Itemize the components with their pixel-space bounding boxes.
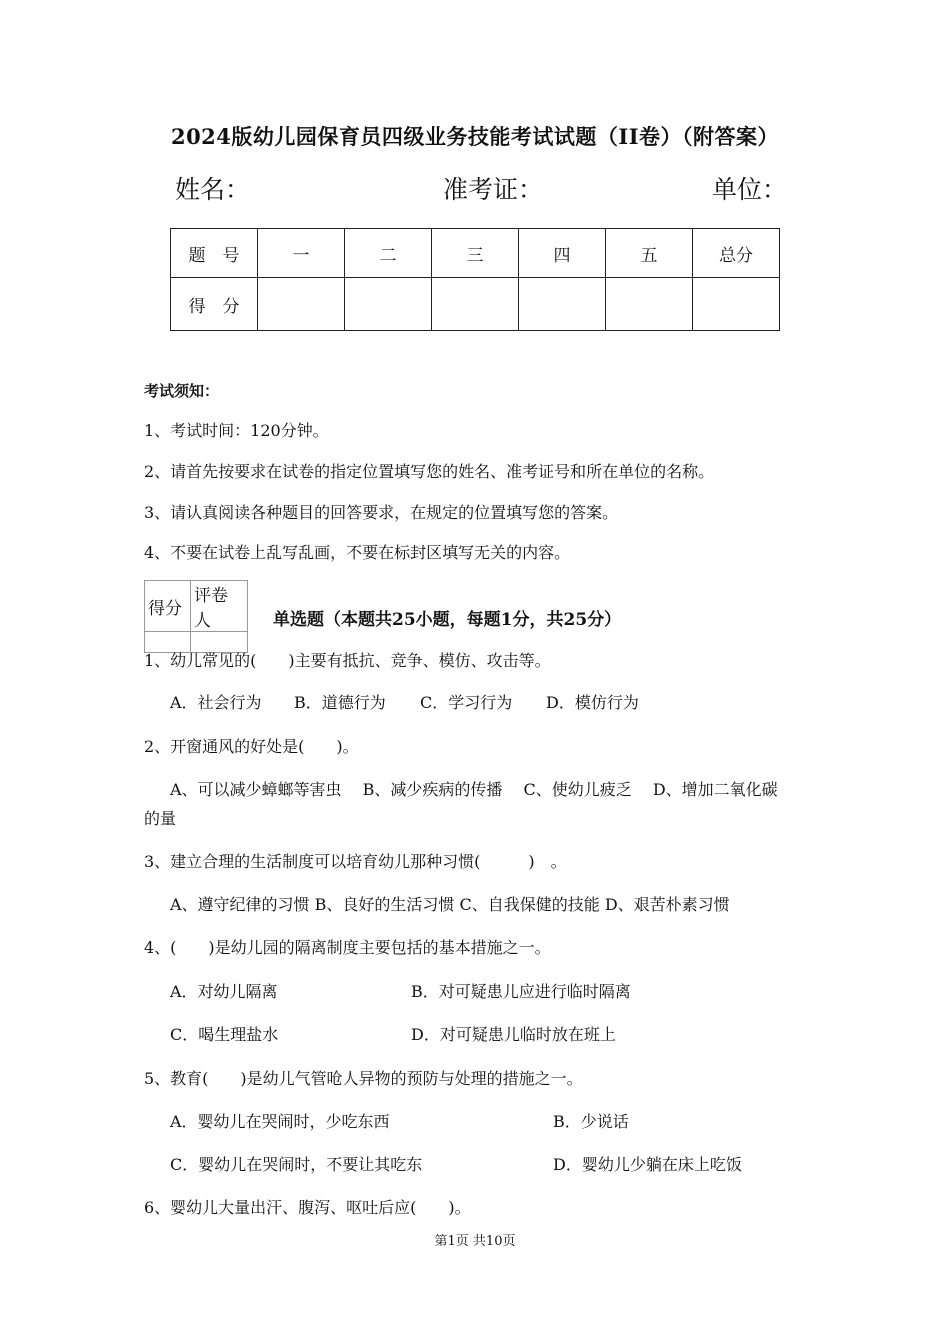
score-table-header-row [171, 229, 780, 278]
score-table-header: 三 [432, 229, 519, 278]
score-table-header: 五 [606, 229, 693, 278]
note-item: 4、不要在试卷上乱写乱画，不要在标封区填写无关的内容。 [144, 543, 571, 562]
question-stem: 1、幼儿常见的( )主要有抵抗、竞争、模仿、攻击等。 [144, 651, 551, 670]
question-stem: 5、教育( )是幼儿气管呛人异物的预防与处理的措施之一。 [144, 1069, 583, 1088]
question-option: B．道德行为 [294, 693, 386, 712]
question-option: D．模仿行为 [546, 693, 639, 712]
score-cell [432, 278, 519, 331]
question-option: C．喝生理盐水 [170, 1025, 279, 1044]
score-table-header: 二 [345, 229, 432, 278]
question-option: D．对可疑患儿临时放在班上 [411, 1025, 616, 1044]
score-table-header: 一 [258, 229, 345, 278]
question-option: A．社会行为 [170, 693, 262, 712]
question-option: C．婴幼儿在哭闹时，不要让其吃东 [170, 1155, 423, 1174]
score-cell [519, 278, 606, 331]
question-option: B．对可疑患儿应进行临时隔离 [411, 982, 631, 1001]
score-table-header: 总分 [693, 229, 780, 278]
score-table-header: 四 [519, 229, 606, 278]
question-options-line: A、遵守纪律的习惯 B、良好的生活习惯 C、自我保健的技能 D、艰苦朴素习惯 [170, 895, 730, 914]
question-stem: 6、婴幼儿大量出汗、腹泻、呕吐后应( )。 [144, 1198, 471, 1217]
score-table-score-row [171, 278, 780, 331]
unit-field-label: 单位： [712, 175, 788, 204]
section-title: 单选题（本题共25小题，每题1分，共25分） [273, 610, 622, 630]
note-item: 1、考试时间：120分钟。 [144, 421, 329, 440]
question-option: C．学习行为 [420, 693, 513, 712]
score-cell [258, 278, 345, 331]
grader-name-label: 评卷人 [191, 581, 248, 632]
question-option: A．对幼儿隔离 [170, 982, 278, 1001]
note-item: 2、请首先按要求在试卷的指定位置填写您的姓名、准考证号和所在单位的名称。 [144, 462, 715, 481]
score-table [170, 228, 780, 331]
question-option: D．婴幼儿少躺在床上吃饭 [553, 1155, 742, 1174]
question-stem: 4、( )是幼儿园的隔离制度主要包括的基本措施之一。 [144, 938, 551, 957]
question-options-line: A、可以减少蟑螂等害虫 B、减少疾病的传播 C、使幼儿疲乏 D、增加二氧化碳 [170, 780, 778, 799]
notes-title: 考试须知： [144, 382, 220, 400]
note-item: 3、请认真阅读各种题目的回答要求，在规定的位置填写您的答案。 [144, 503, 619, 522]
question-option: B．少说话 [553, 1112, 629, 1131]
score-cell [345, 278, 432, 331]
page-title: 2024版幼儿园保育员四级业务技能考试试题（II卷）（附答案） [170, 124, 780, 149]
grader-box [144, 580, 248, 653]
page-footer: 第1页 共10页 [434, 1234, 516, 1249]
question-option: A．婴幼儿在哭闹时，少吃东西 [170, 1112, 390, 1131]
question-options-line: 的量 [144, 809, 177, 828]
exam-id-field-label: 准考证： [443, 175, 544, 204]
score-cell [606, 278, 693, 331]
name-field-label: 姓名： [175, 175, 251, 204]
score-table-row-label: 得 分 [171, 278, 258, 331]
question-stem: 3、建立合理的生活制度可以培育幼儿那种习惯( ) 。 [144, 852, 567, 871]
grader-score-label: 得分 [145, 581, 191, 632]
question-stem: 2、开窗通风的好处是( )。 [144, 737, 359, 756]
score-table-header: 题 号 [171, 229, 258, 278]
score-cell [693, 278, 780, 331]
